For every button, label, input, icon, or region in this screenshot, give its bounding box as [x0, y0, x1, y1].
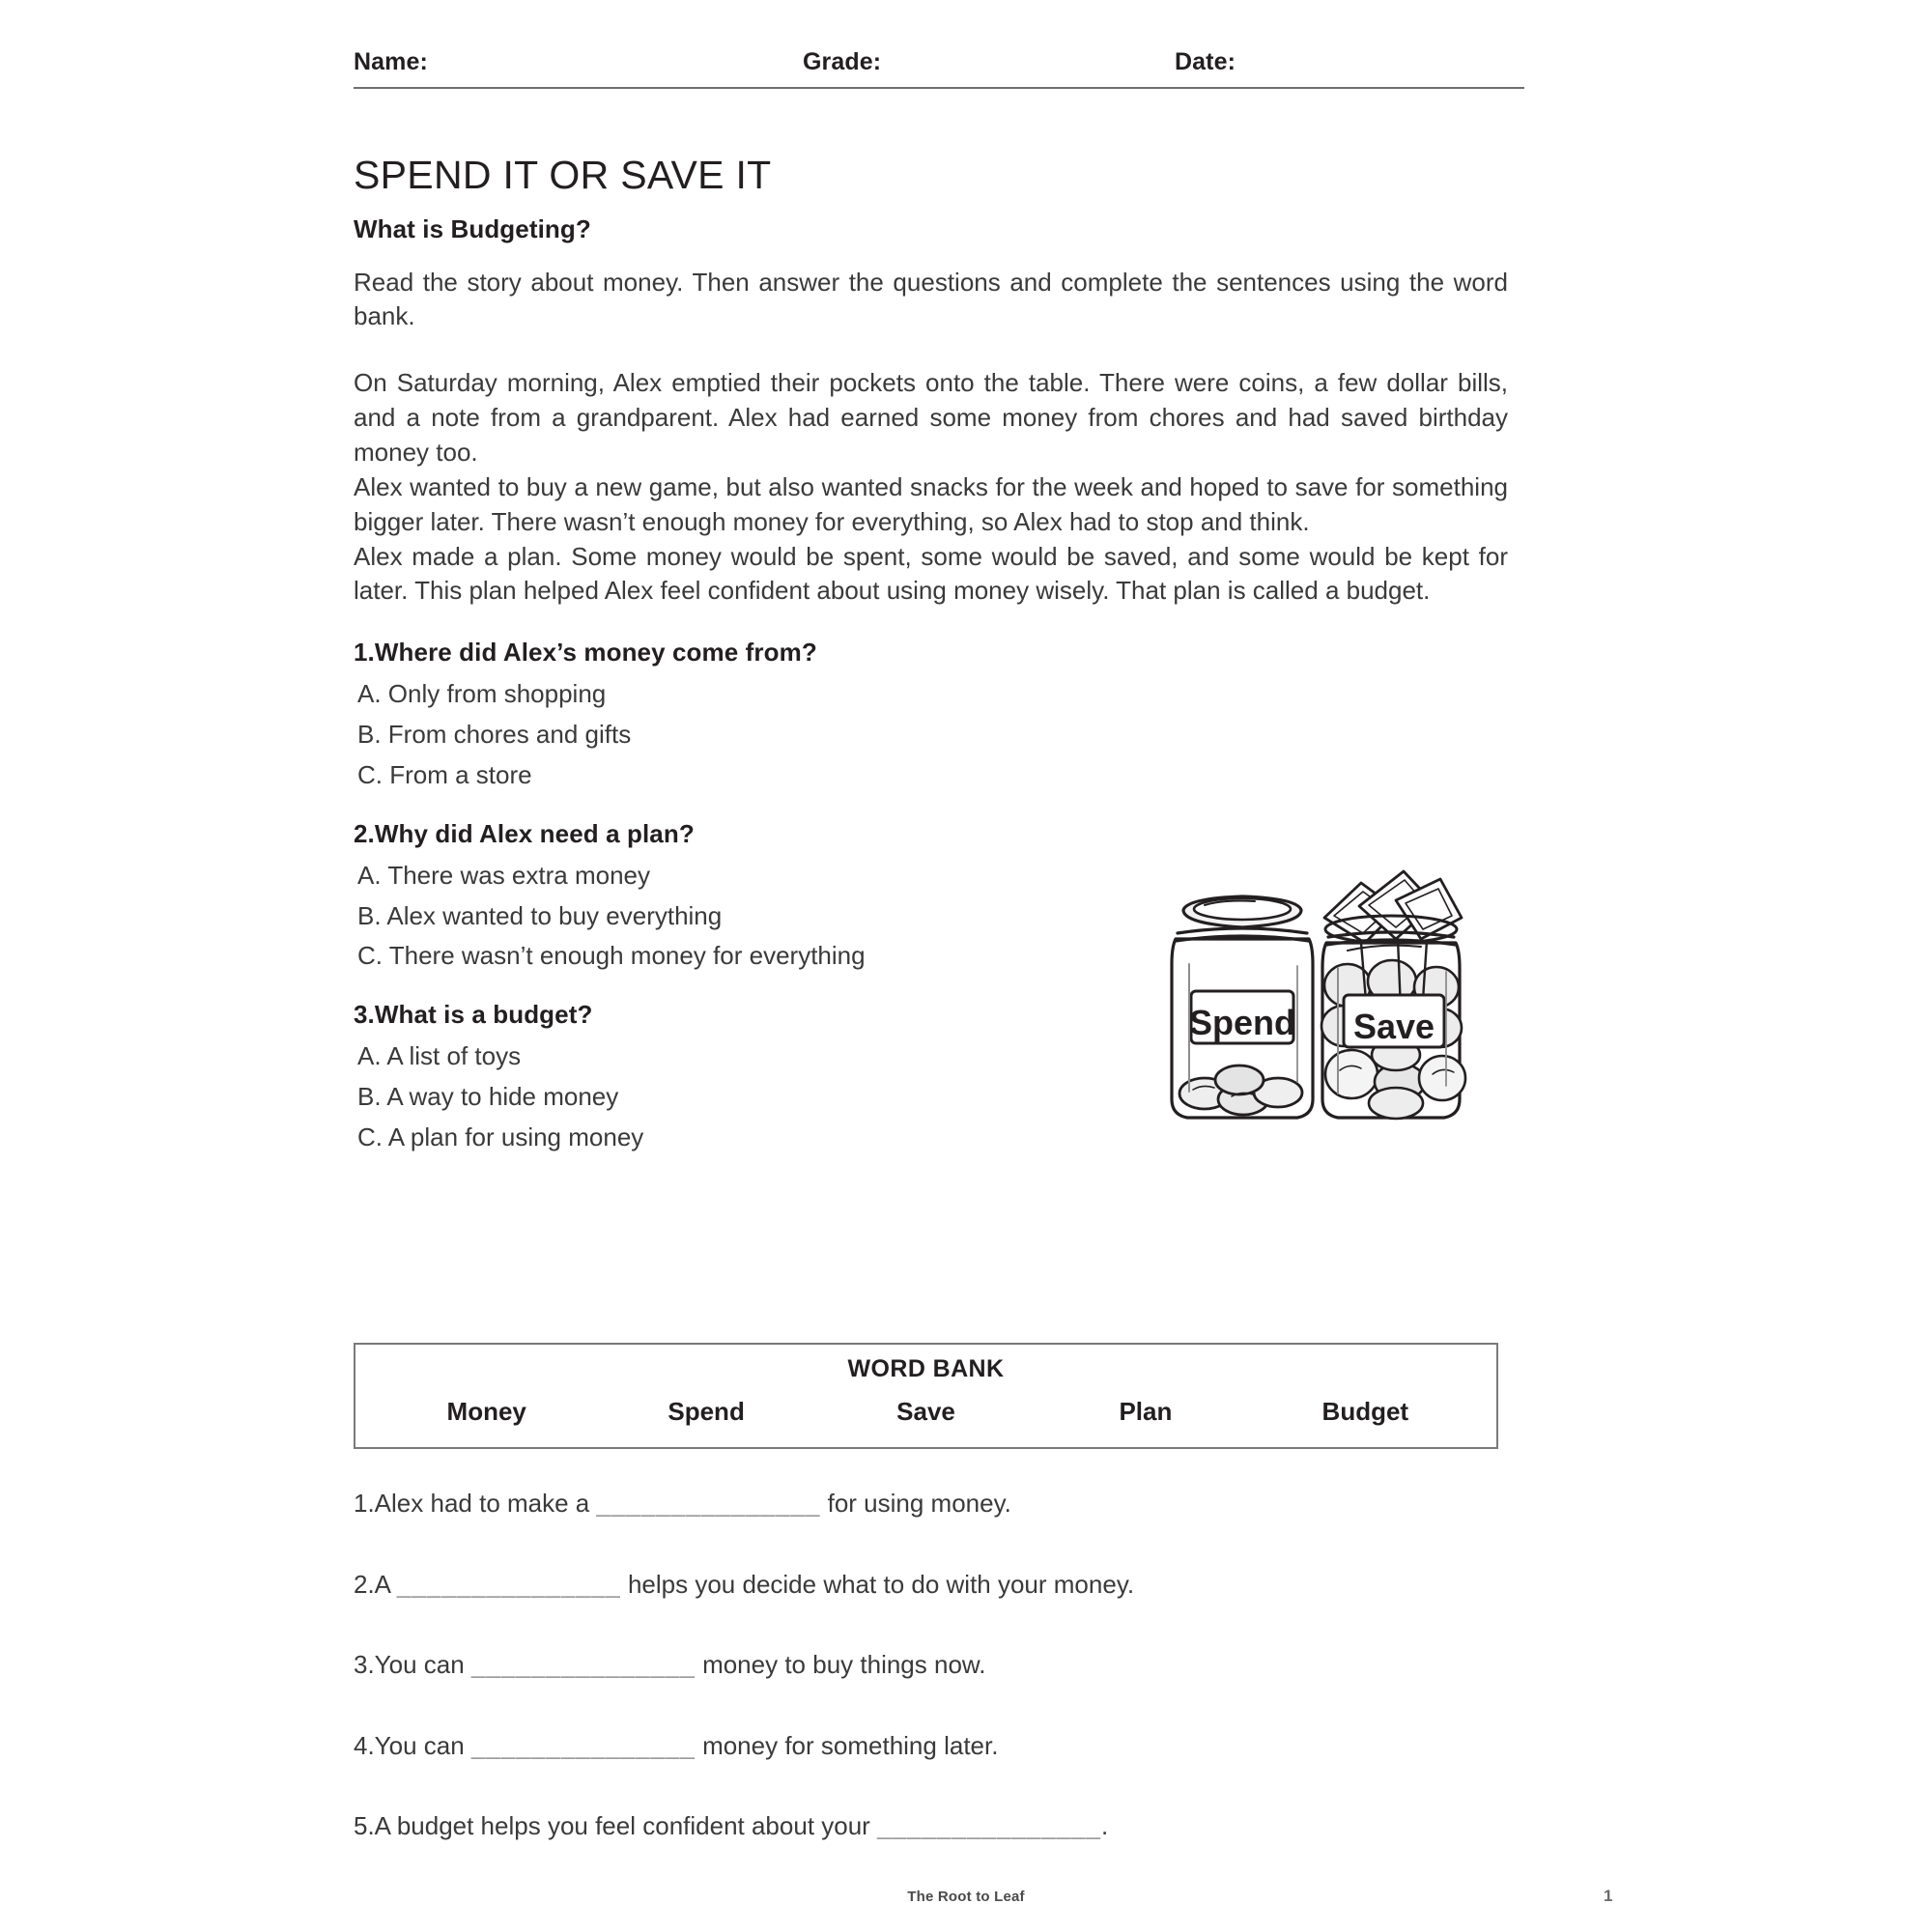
- header-divider: [354, 87, 1524, 89]
- answer-blank[interactable]: _______________: [470, 1730, 696, 1760]
- question-text: 3.What is a budget?: [354, 1000, 593, 1030]
- page-title: SPEND IT OR SAVE IT: [354, 153, 772, 197]
- spend-jar-label: Spend: [1188, 1003, 1296, 1042]
- blank-prefix-text: 2.A: [354, 1569, 397, 1599]
- footer-brand: The Root to Leaf: [907, 1889, 1025, 1905]
- instructions-text: Read the story about money. Then answer the questions and complete the sentences using the word bank.: [354, 268, 1508, 331]
- answer-option[interactable]: A. Only from shopping: [357, 679, 607, 709]
- question-block: [354, 638, 1524, 791]
- answer-option[interactable]: C. A plan for using money: [357, 1122, 644, 1151]
- fill-in-blank-item: [354, 1810, 1524, 1842]
- save-jar-label: Save: [1352, 1007, 1435, 1046]
- blank-prefix-text: 5.A budget helps you feel confident about your: [354, 1811, 878, 1840]
- blank-suffix-text: money to buy things now.: [695, 1650, 986, 1679]
- fill-in-blank-item: [354, 1730, 1524, 1762]
- fill-in-blank-item: [354, 1488, 1524, 1520]
- word-bank-word[interactable]: Budget: [1321, 1397, 1409, 1426]
- fill-in-blank-item: [354, 1569, 1524, 1601]
- word-bank-box: [354, 1343, 1498, 1449]
- word-bank-word[interactable]: Save: [896, 1397, 955, 1426]
- story-passage: [354, 366, 1524, 609]
- answer-option[interactable]: A. There was extra money: [357, 860, 650, 890]
- answer-blank[interactable]: _______________: [877, 1811, 1101, 1840]
- word-bank-words-row: [355, 1397, 1496, 1427]
- answer-option[interactable]: B. Alex wanted to buy everything: [357, 900, 723, 930]
- word-bank-word[interactable]: Plan: [1119, 1397, 1173, 1426]
- blank-suffix-text: .: [1100, 1811, 1109, 1840]
- story-paragraph-1: On Saturday morning, Alex emptied their pockets onto the table. There were coins, a few dollar bills, and a note from a grandparent. Alex had earned some money from chores and had saved birthday money too.: [354, 368, 1508, 467]
- blank-suffix-text: for using money.: [820, 1489, 1011, 1518]
- blank-suffix-text: helps you decide what to do with your money.: [620, 1569, 1135, 1599]
- section-subheading: What is Budgeting?: [354, 214, 591, 243]
- worksheet-header: [354, 48, 1524, 89]
- word-bank-word[interactable]: Money: [446, 1397, 526, 1426]
- date-field-label: Date:: [1175, 48, 1236, 75]
- money-jars-illustration: [1154, 850, 1473, 1130]
- story-paragraph-2: Alex wanted to buy a new game, but also wanted snacks for the week and hoped to save for something bigger later. There wasn’t enough money for everything, so Alex had to stop and think.: [354, 471, 1508, 536]
- save-jar: [1321, 871, 1465, 1119]
- grade-field-label: Grade:: [803, 48, 882, 75]
- question-text: 2.Why did Alex need a plan?: [354, 818, 695, 848]
- blank-prefix-text: 4.You can: [354, 1730, 471, 1760]
- fill-in-blank-section: [354, 1488, 1524, 1842]
- word-bank-word[interactable]: Spend: [668, 1397, 745, 1426]
- blank-suffix-text: money for something later.: [695, 1730, 999, 1760]
- answer-option[interactable]: C. From a store: [357, 759, 532, 789]
- blank-prefix-text: 3.You can: [354, 1650, 471, 1679]
- answer-option[interactable]: A. A list of toys: [357, 1041, 522, 1071]
- header-fields-row: [354, 48, 1524, 76]
- answer-blank[interactable]: _______________: [596, 1489, 821, 1518]
- answer-option[interactable]: B. From chores and gifts: [357, 720, 632, 750]
- answer-blank[interactable]: _______________: [396, 1569, 621, 1599]
- story-paragraph-3: Alex made a plan. Some money would be spent, some would be saved, and some would be kept for later. This plan helped Alex feel confident about using money wisely. That plan is called a budget.: [354, 541, 1508, 606]
- name-field-label: Name:: [354, 48, 428, 75]
- answer-option[interactable]: B. A way to hide money: [357, 1081, 619, 1111]
- footer-page-number: 1: [1604, 1887, 1613, 1905]
- blank-prefix-text: 1.Alex had to make a: [354, 1489, 597, 1518]
- fill-in-blank-item: [354, 1649, 1524, 1681]
- answer-option[interactable]: C. There wasn’t enough money for everything: [357, 941, 866, 971]
- word-bank-title: WORD BANK: [847, 1355, 1005, 1382]
- answer-blank[interactable]: _______________: [470, 1650, 696, 1679]
- question-text: 1.Where did Alex’s money come from?: [354, 638, 817, 668]
